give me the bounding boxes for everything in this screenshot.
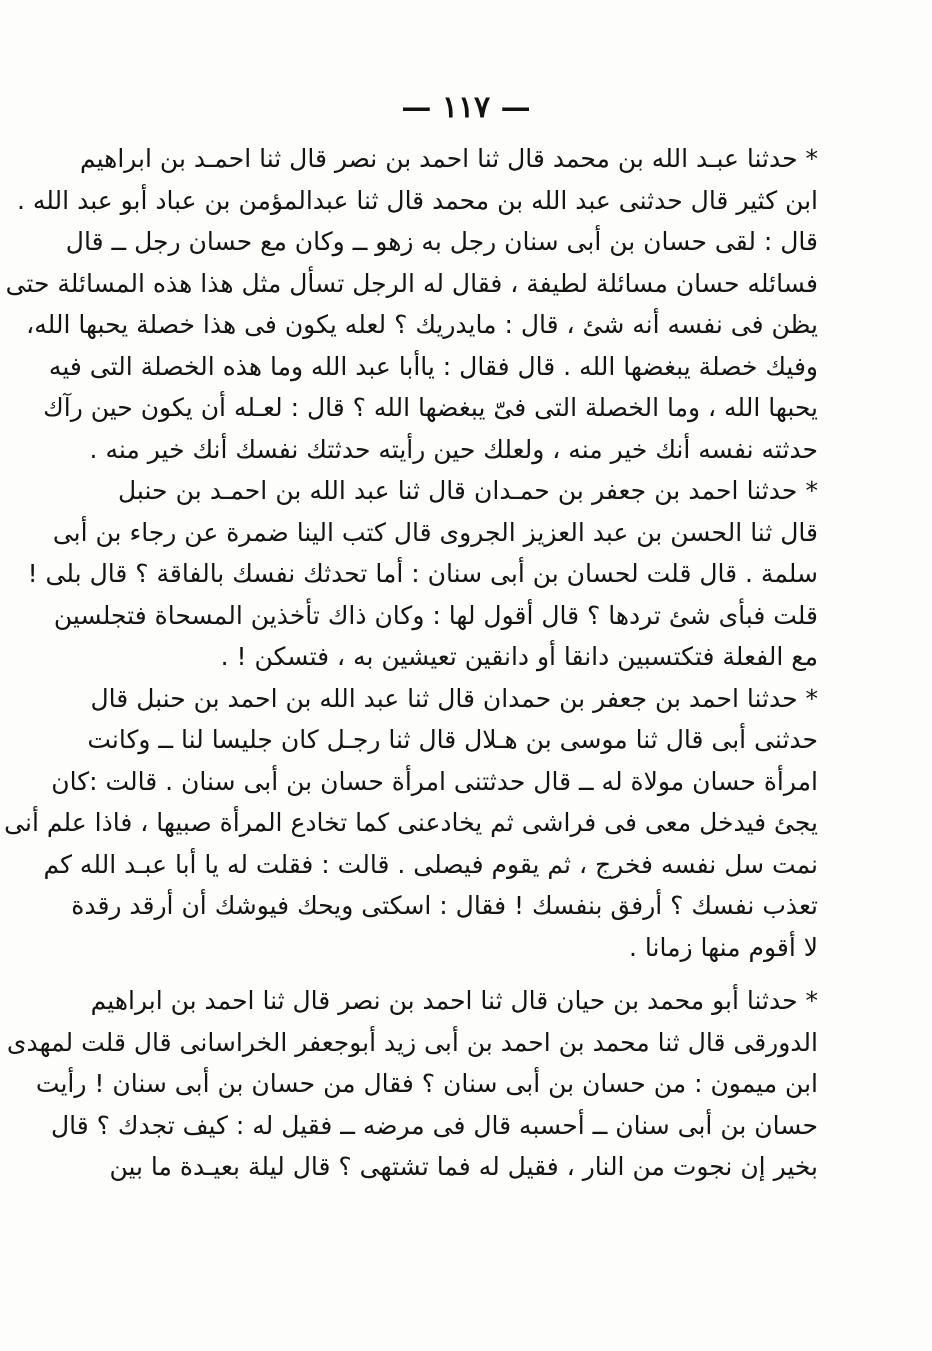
body-text: [4, 138, 818, 1188]
text-line: حدثته نفسه أنك خير منه ، ولعلك حين رأيته حدثتك نفسك أنك خير منه .: [89, 434, 818, 464]
text-line: حدثنى أبى قال ثنا موسى بن هـلال قال ثنا رجـل كان جليسا لنا ــ وكانت: [87, 725, 818, 754]
text-line: امرأة حسان مولاة له ــ قال حدثتنى امرأة حسان بن أبى سنان . قالت :كان: [51, 766, 818, 796]
text-line: قال : لقى حسان بن أبى سنان رجل به زهو ــ وكان مع حسان رجل ــ قال: [65, 227, 818, 256]
text-line: قلت فبأى شئ تردها ؟ قال أقول لها : وكان ذاك تأخذين المسحاة فتجلسين: [53, 600, 818, 630]
text-line: بخير إن نجوت من النار ، فقيل له فما تشتهى ؟ قال ليلة بعيـدة ما بين: [109, 1152, 818, 1181]
text-line: تعذب نفسك ؟ أرفق بنفسك ! فقال : اسكتى ويحك فيوشك أن أرقد رقدة: [71, 891, 818, 920]
text-line: يظن فى نفسه أنه شئ ، قال : مايدريك ؟ لعله يكون فى هذا خصلة يحبها الله،: [26, 310, 818, 339]
text-line: * حدثنا احمد بن جعفر بن حمـدان قال ثنا عبد الله بن احمـد بن حنبل: [118, 476, 818, 505]
page-number: — ١١٧ —: [401, 90, 531, 125]
text-line: وفيك خصلة يبغضها الله . قال فقال : ياأبا عبد الله وما هذه الخصلة التى فيه: [48, 351, 818, 381]
text-line: لا أقوم منها زمانا .: [628, 932, 818, 962]
text-line: فسائله حسان مسائلة لطيفة ، فقال له الرجل تسأل مثل هذا هذه المسائلة حتى: [5, 268, 818, 298]
text-line: يحبها الله ، وما الخصلة التى فىّ يبغضها الله ؟ قال : لعـله أن يكون حين رآك: [43, 393, 818, 422]
text-line: مع الفعلة فتكتسبين دانقا أو دانقين تعيشين به ، فتسكن ! .: [220, 642, 818, 671]
text-line: يجئ فيدخل معى فى فراشى ثم يخادعنى كما تخادع المرأة صبيها ، فاذا علم أنى: [4, 808, 818, 837]
text-line: الدورقى قال ثنا محمد بن احمد بن أبى زيد أبوجعفر الخراسانى قال قلت لمهدى: [6, 1027, 818, 1057]
text-line: حسان بن أبى سنان ــ أحسبه قال فى مرضه ــ فقيل له : كيف تجدك ؟ قال: [50, 1110, 818, 1140]
text-line: * حدثنا عبـد الله بن محمد قال ثنا احمد بن نصر قال ثنا احمـد بن ابراهيم: [79, 144, 818, 173]
paragraph-gap: [118, 968, 818, 980]
text-line: سلمة . قال قلت لحسان بن أبى سنان : أما تحدثك نفسك بالفاقة ؟ قال بلى !: [27, 559, 818, 588]
text-line: نمت سل نفسه فخرج ، ثم يقوم فيصلى . قالت : فقلت له يا أبا عبـد الله كم: [43, 849, 818, 879]
text-line: ابن ميمون : من حسان بن أبى سنان ؟ فقال من حسان بن أبى سنان ! رأيت: [35, 1069, 818, 1098]
text-line: قال ثنا الحسن بن عبد العزيز الجروى قال كتب الينا ضمرة عن رجاء بن أبى: [52, 517, 818, 547]
text-line: * حدثنا أبو محمد بن حيان قال ثنا احمد بن نصر قال ثنا احمد بن ابراهيم: [90, 986, 818, 1015]
text-line: * حدثنا احمد بن جعفر بن حمدان قال ثنا عبد الله بن احمد بن حنبل قال: [90, 683, 818, 713]
text-line: ابن كثير قال حدثنى عبد الله بن محمد قال ثنا عبدالمؤمن بن عباد أبو عبد الله .: [16, 185, 818, 215]
